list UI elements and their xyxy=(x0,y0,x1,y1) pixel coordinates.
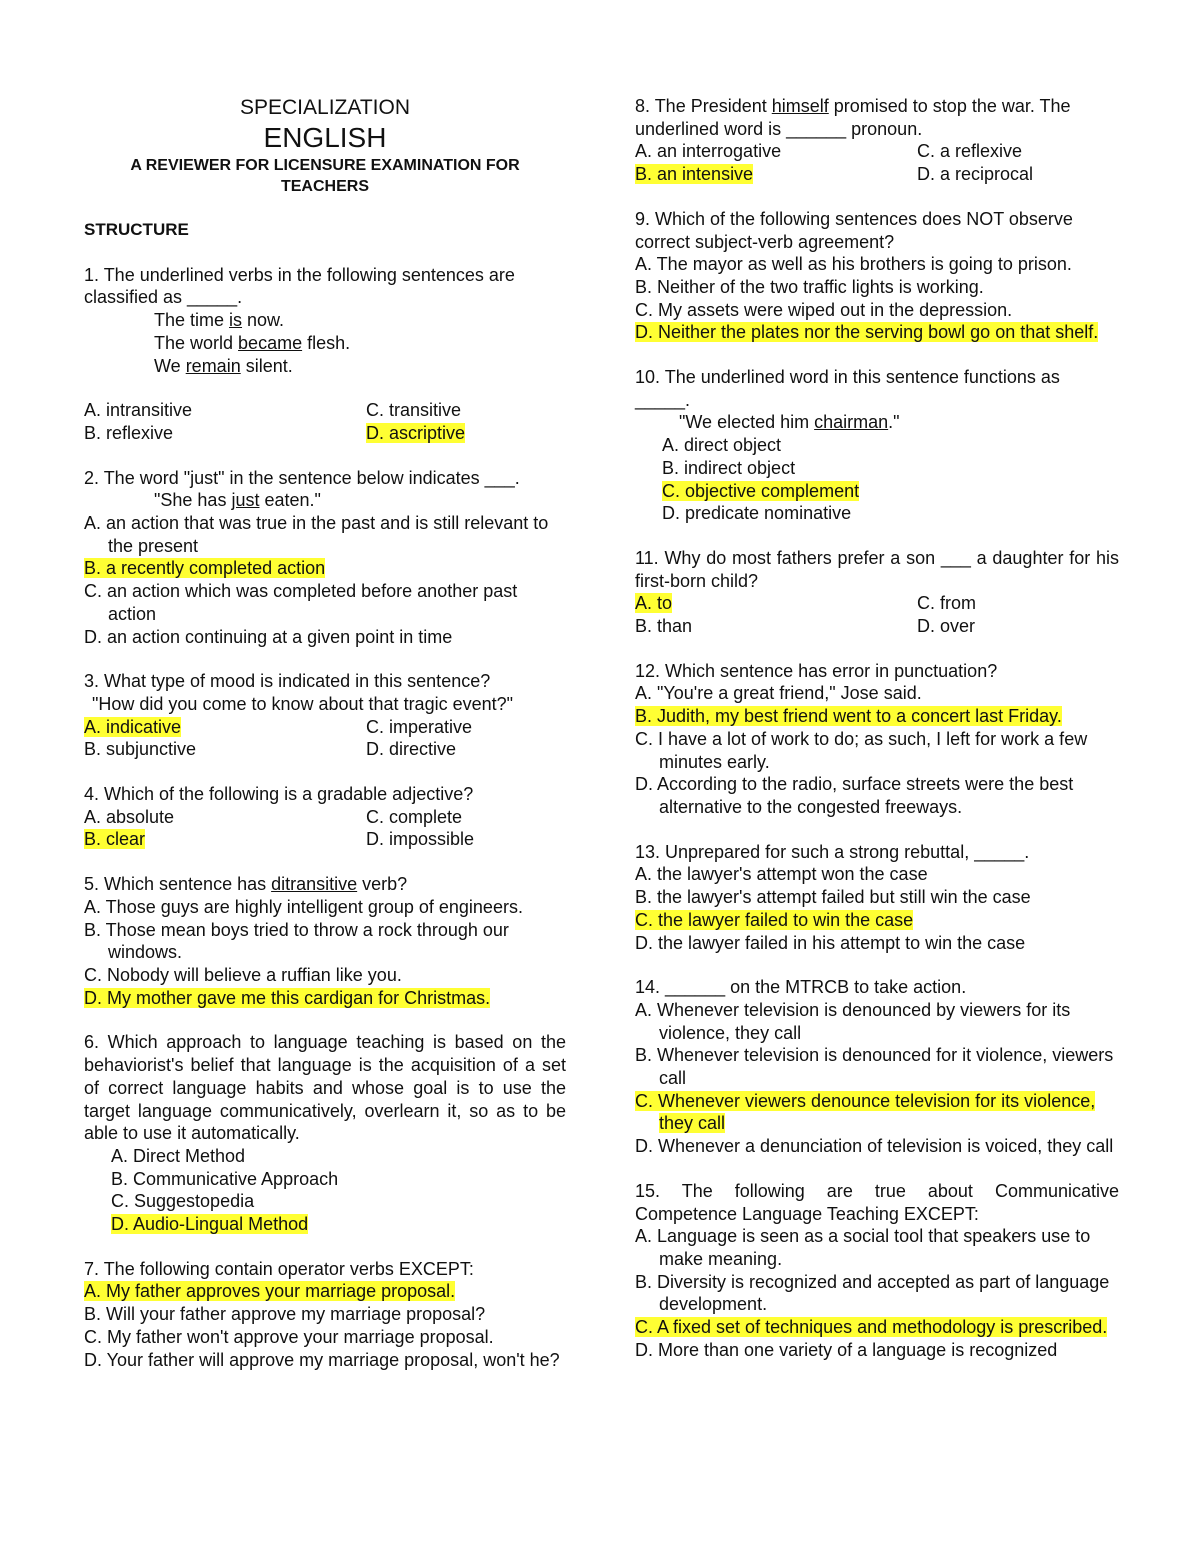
example-text: ." xyxy=(888,412,900,433)
question-5-option-a xyxy=(84,896,566,919)
example-text: now. xyxy=(242,310,285,331)
stem-text: promised to stop the war. The underlined word is ______ pronoun. xyxy=(635,96,1071,139)
question-13-option-b xyxy=(635,886,1119,909)
question-12-stem: 12. Which sentence has error in punctuation? xyxy=(635,660,998,681)
option-text: A. Whenever television is denounced by viewers for its violence, they call xyxy=(635,999,1071,1043)
question-10-options xyxy=(635,434,1119,525)
option-text: C. imperative xyxy=(366,716,473,737)
question-4-option-c xyxy=(366,806,566,829)
option-text: A. Language is seen as a social tool that speakers use to make meaning. xyxy=(635,1226,1091,1269)
question-12-option-c xyxy=(635,728,1119,773)
highlighted-answer: B. a recently completed action xyxy=(84,558,326,579)
question-14 xyxy=(635,976,1119,1158)
question-14-option-d xyxy=(635,1135,1119,1158)
question-8-option-d xyxy=(917,163,1119,186)
question-9-option-a xyxy=(635,253,1119,276)
option-text: C. My father won't approve your marriage proposal. xyxy=(84,1326,494,1347)
question-15-stem: 15. The following are true about Communicative Competence Language Teaching EXCEPT: xyxy=(635,1180,1119,1224)
highlighted-answer: C. the lawyer failed to win the case xyxy=(635,909,914,930)
question-8-option-a xyxy=(635,140,917,163)
question-1-example-3 xyxy=(84,355,566,378)
question-13 xyxy=(635,841,1119,955)
question-10-option-a xyxy=(662,434,1119,457)
question-10-option-b xyxy=(662,457,1119,480)
question-3 xyxy=(84,670,566,761)
question-1-options xyxy=(84,399,566,444)
option-text: B. indirect object xyxy=(662,457,796,478)
option-text: A. Those guys are highly intelligent group of engineers. xyxy=(84,896,523,917)
question-5-option-b xyxy=(84,919,566,964)
option-text: B. subjunctive xyxy=(84,739,197,760)
option-text: A. The mayor as well as his brothers is going to prison. xyxy=(635,254,1072,275)
option-text: D. predicate nominative xyxy=(662,503,852,524)
highlighted-answer: B. clear xyxy=(84,829,146,850)
question-2-option-b xyxy=(84,557,566,580)
question-14-stem: 14. ______ on the MTRCB to take action. xyxy=(635,977,967,998)
question-7-stem: 7. The following contain operator verbs EXCEPT: xyxy=(84,1258,474,1279)
question-4-options xyxy=(84,806,566,851)
question-12 xyxy=(635,660,1119,819)
question-1-option-d xyxy=(366,422,566,445)
question-5-option-c xyxy=(84,964,566,987)
question-3-option-c xyxy=(366,716,566,739)
highlighted-answer: B. Judith, my best friend went to a concert last Friday. xyxy=(635,706,1062,727)
question-10 xyxy=(635,366,1119,525)
question-14-option-b xyxy=(635,1044,1119,1089)
question-9-stem: 9. Which of the following sentences does NOT observe correct subject-verb agreement? xyxy=(635,208,1073,252)
question-2-stem: 2. The word "just" in the sentence below indicates ___. xyxy=(84,467,520,488)
question-2-example xyxy=(84,489,566,512)
example-text: We xyxy=(154,355,186,376)
option-text: D. More than one variety of a language is recognized xyxy=(635,1339,1058,1360)
right-column xyxy=(635,95,1119,1361)
question-8-options xyxy=(635,140,1119,185)
question-3-stem: 3. What type of mood is indicated in this sentence? xyxy=(84,671,491,692)
question-6-option-b xyxy=(111,1168,566,1191)
question-15-option-a xyxy=(635,1225,1119,1270)
option-text: A. absolute xyxy=(84,806,175,827)
question-9-option-c xyxy=(635,299,1119,322)
underlined-word: ditransitive xyxy=(271,874,358,895)
question-2-option-d xyxy=(84,626,566,649)
question-5-option-d xyxy=(84,987,566,1010)
question-15 xyxy=(635,1180,1119,1362)
question-8-option-b xyxy=(635,163,917,186)
option-text: B. Whenever television is denounced for it violence, viewers call xyxy=(635,1045,1114,1089)
option-text: C. transitive xyxy=(366,400,462,421)
option-text: B. Those mean boys tried to throw a rock through our windows. xyxy=(84,919,509,963)
highlighted-answer: D. My mother gave me this cardigan for Christmas. xyxy=(84,987,491,1008)
left-column xyxy=(84,95,566,1371)
option-text: B. Diversity is recognized and accepted as part of language development. xyxy=(635,1271,1110,1315)
option-text: A. an interrogative xyxy=(635,141,782,162)
document-header xyxy=(84,95,566,197)
question-6 xyxy=(84,1031,566,1235)
question-1 xyxy=(84,264,566,445)
option-text: A. "You're a great friend," Jose said. xyxy=(635,683,922,704)
question-15-option-d xyxy=(635,1339,1119,1362)
option-text: D. over xyxy=(917,616,976,637)
question-4 xyxy=(84,783,566,851)
question-6-stem: 6. Which approach to language teaching is based on the behaviorist's belief that language is the acquisition of a set of correct language habits and whose goal is to use the target language communicatively, overlearn it, so as to be able to use it automatically. xyxy=(84,1032,566,1144)
highlighted-answer: A. indicative xyxy=(84,716,182,737)
question-1-option-b xyxy=(84,422,366,445)
question-11-option-b xyxy=(635,615,917,638)
option-text: B. than xyxy=(635,616,693,637)
underlined-word: chairman xyxy=(814,412,889,433)
option-text: C. from xyxy=(917,593,977,614)
question-13-option-c xyxy=(635,909,1119,932)
question-14-option-a xyxy=(635,999,1119,1044)
question-7-option-b xyxy=(84,1303,566,1326)
header-subtitle-line1: A REVIEWER FOR LICENSURE EXAMINATION FOR xyxy=(130,157,520,174)
header-subject: ENGLISH xyxy=(263,122,387,153)
highlighted-answer: C. A fixed set of techniques and methodology is prescribed. xyxy=(635,1317,1108,1338)
question-9 xyxy=(635,208,1119,344)
option-text: C. Nobody will believe a ruffian like you. xyxy=(84,964,402,985)
underlined-word: himself xyxy=(771,96,829,116)
example-text: flesh. xyxy=(302,332,351,353)
option-text: C. an action which was completed before another past action xyxy=(84,581,518,624)
option-text: A. intransitive xyxy=(84,400,193,421)
stem-text: 8. The President xyxy=(635,96,772,116)
question-3-options xyxy=(84,716,566,761)
highlighted-answer: D. Neither the plates nor the serving bowl go on that shelf. xyxy=(635,322,1099,343)
option-text: D. Your father will approve my marriage proposal, won't he? xyxy=(84,1349,560,1370)
option-text: A. direct object xyxy=(662,435,782,456)
question-6-option-d xyxy=(111,1213,566,1236)
option-text: A. Direct Method xyxy=(111,1145,246,1166)
question-3-example: "How did you come to know about that tragic event?" xyxy=(92,693,514,714)
question-2 xyxy=(84,467,566,649)
example-text: The world xyxy=(154,332,239,353)
question-5-stem xyxy=(84,873,566,896)
question-10-example xyxy=(635,411,1119,434)
question-3-option-d xyxy=(366,738,566,761)
question-4-stem: 4. Which of the following is a gradable adjective? xyxy=(84,784,474,805)
question-9-option-b xyxy=(635,276,1119,299)
question-6-options xyxy=(84,1145,566,1236)
question-11-stem: 11. Why do most fathers prefer a son ___ a daughter for his first-born child? xyxy=(635,547,1119,591)
example-text: eaten." xyxy=(259,490,321,511)
option-text: D. a reciprocal xyxy=(917,164,1034,185)
question-14-option-c xyxy=(635,1090,1119,1135)
question-9-option-d xyxy=(635,321,1119,344)
question-15-option-b xyxy=(635,1271,1119,1316)
example-text: silent. xyxy=(240,355,293,376)
highlighted-answer: D. ascriptive xyxy=(366,422,466,443)
question-4-option-d xyxy=(366,828,566,851)
example-text: "She has xyxy=(154,490,232,511)
option-text: C. Suggestopedia xyxy=(111,1191,255,1212)
question-10-stem: 10. The underlined word in this sentence functions as _____. xyxy=(635,367,1060,410)
highlighted-answer: A. My father approves your marriage proposal. xyxy=(84,1281,456,1302)
question-7-option-a xyxy=(84,1280,566,1303)
question-2-option-c xyxy=(84,580,566,625)
option-text: C. complete xyxy=(366,806,463,827)
question-8-option-c xyxy=(917,140,1119,163)
highlighted-answer: C. objective complement xyxy=(662,480,860,501)
question-8 xyxy=(635,95,1119,186)
option-text: D. Whenever a denunciation of television is voiced, they call xyxy=(635,1136,1114,1157)
example-text: "We elected him xyxy=(679,412,815,433)
header-subtitle-line2: TEACHERS xyxy=(280,178,369,195)
question-5 xyxy=(84,873,566,1009)
question-1-example-1 xyxy=(84,309,566,332)
option-text: B. Will your father approve my marriage proposal? xyxy=(84,1304,486,1325)
question-6-option-a xyxy=(111,1145,566,1168)
question-2-option-a xyxy=(84,512,566,557)
question-11-option-a xyxy=(635,592,917,615)
question-7 xyxy=(84,1258,566,1372)
question-13-stem: 13. Unprepared for such a strong rebuttal, _____. xyxy=(635,841,1030,862)
question-11-option-c xyxy=(917,592,1119,615)
header-title: SPECIALIZATION xyxy=(240,96,410,119)
question-13-option-d xyxy=(635,932,1119,955)
question-13-option-a xyxy=(635,863,1119,886)
option-text: C. I have a lot of work to do; as such, I left for work a few minutes early. xyxy=(635,728,1088,772)
highlighted-answer: B. an intensive xyxy=(635,164,754,185)
question-3-option-b xyxy=(84,738,366,761)
question-1-option-a xyxy=(84,399,366,422)
option-text: D. impossible xyxy=(366,829,475,850)
question-1-stem: 1. The underlined verbs in the following sentences are classified as _____. xyxy=(84,264,515,308)
option-text: D. directive xyxy=(366,739,457,760)
option-text: A. the lawyer's attempt won the case xyxy=(635,864,928,885)
question-6-option-c xyxy=(111,1190,566,1213)
question-12-option-a xyxy=(635,682,1119,705)
question-15-option-c xyxy=(635,1316,1119,1339)
question-10-option-d xyxy=(662,502,1119,525)
example-text: The time xyxy=(154,310,230,331)
option-text: A. an action that was true in the past and is still relevant to the present xyxy=(84,513,549,556)
highlighted-answer: D. Audio-Lingual Method xyxy=(111,1214,309,1235)
option-text: D. the lawyer failed in his attempt to win the case xyxy=(635,932,1026,953)
question-11-options xyxy=(635,592,1119,637)
question-1-example-2 xyxy=(84,332,566,355)
underlined-word: is xyxy=(229,310,243,331)
stem-text: verb? xyxy=(357,874,408,895)
question-3-option-a xyxy=(84,716,366,739)
section-heading: STRUCTURE xyxy=(84,220,189,239)
highlighted-answer: C. Whenever viewers denounce television for its violence, they call xyxy=(635,1090,1096,1134)
option-text: D. According to the radio, surface streets were the best alternative to the congested freeways. xyxy=(635,774,1074,817)
question-1-option-c xyxy=(366,399,566,422)
question-8-stem xyxy=(635,95,1119,140)
question-12-option-d xyxy=(635,773,1119,818)
question-7-option-d xyxy=(84,1349,566,1372)
stem-text: 5. Which sentence has xyxy=(84,874,272,895)
option-text: B. reflexive xyxy=(84,422,174,443)
option-text: B. Neither of the two traffic lights is working. xyxy=(635,276,984,297)
question-11-option-d xyxy=(917,615,1119,638)
option-text: C. My assets were wiped out in the depression. xyxy=(635,299,1013,320)
option-text: B. the lawyer's attempt failed but still win the case xyxy=(635,887,1031,908)
question-11 xyxy=(635,547,1119,638)
underlined-word: just xyxy=(231,490,260,511)
question-10-option-c xyxy=(662,480,1119,503)
option-text: D. an action continuing at a given point in time xyxy=(84,626,453,647)
option-text: B. Communicative Approach xyxy=(111,1168,339,1189)
question-4-option-a xyxy=(84,806,366,829)
question-7-option-c xyxy=(84,1326,566,1349)
option-text: C. a reflexive xyxy=(917,141,1023,162)
question-12-option-b xyxy=(635,705,1119,728)
question-4-option-b xyxy=(84,828,366,851)
highlighted-answer: A. to xyxy=(635,593,673,614)
underlined-word: became xyxy=(238,332,303,353)
underlined-word: remain xyxy=(185,355,241,376)
